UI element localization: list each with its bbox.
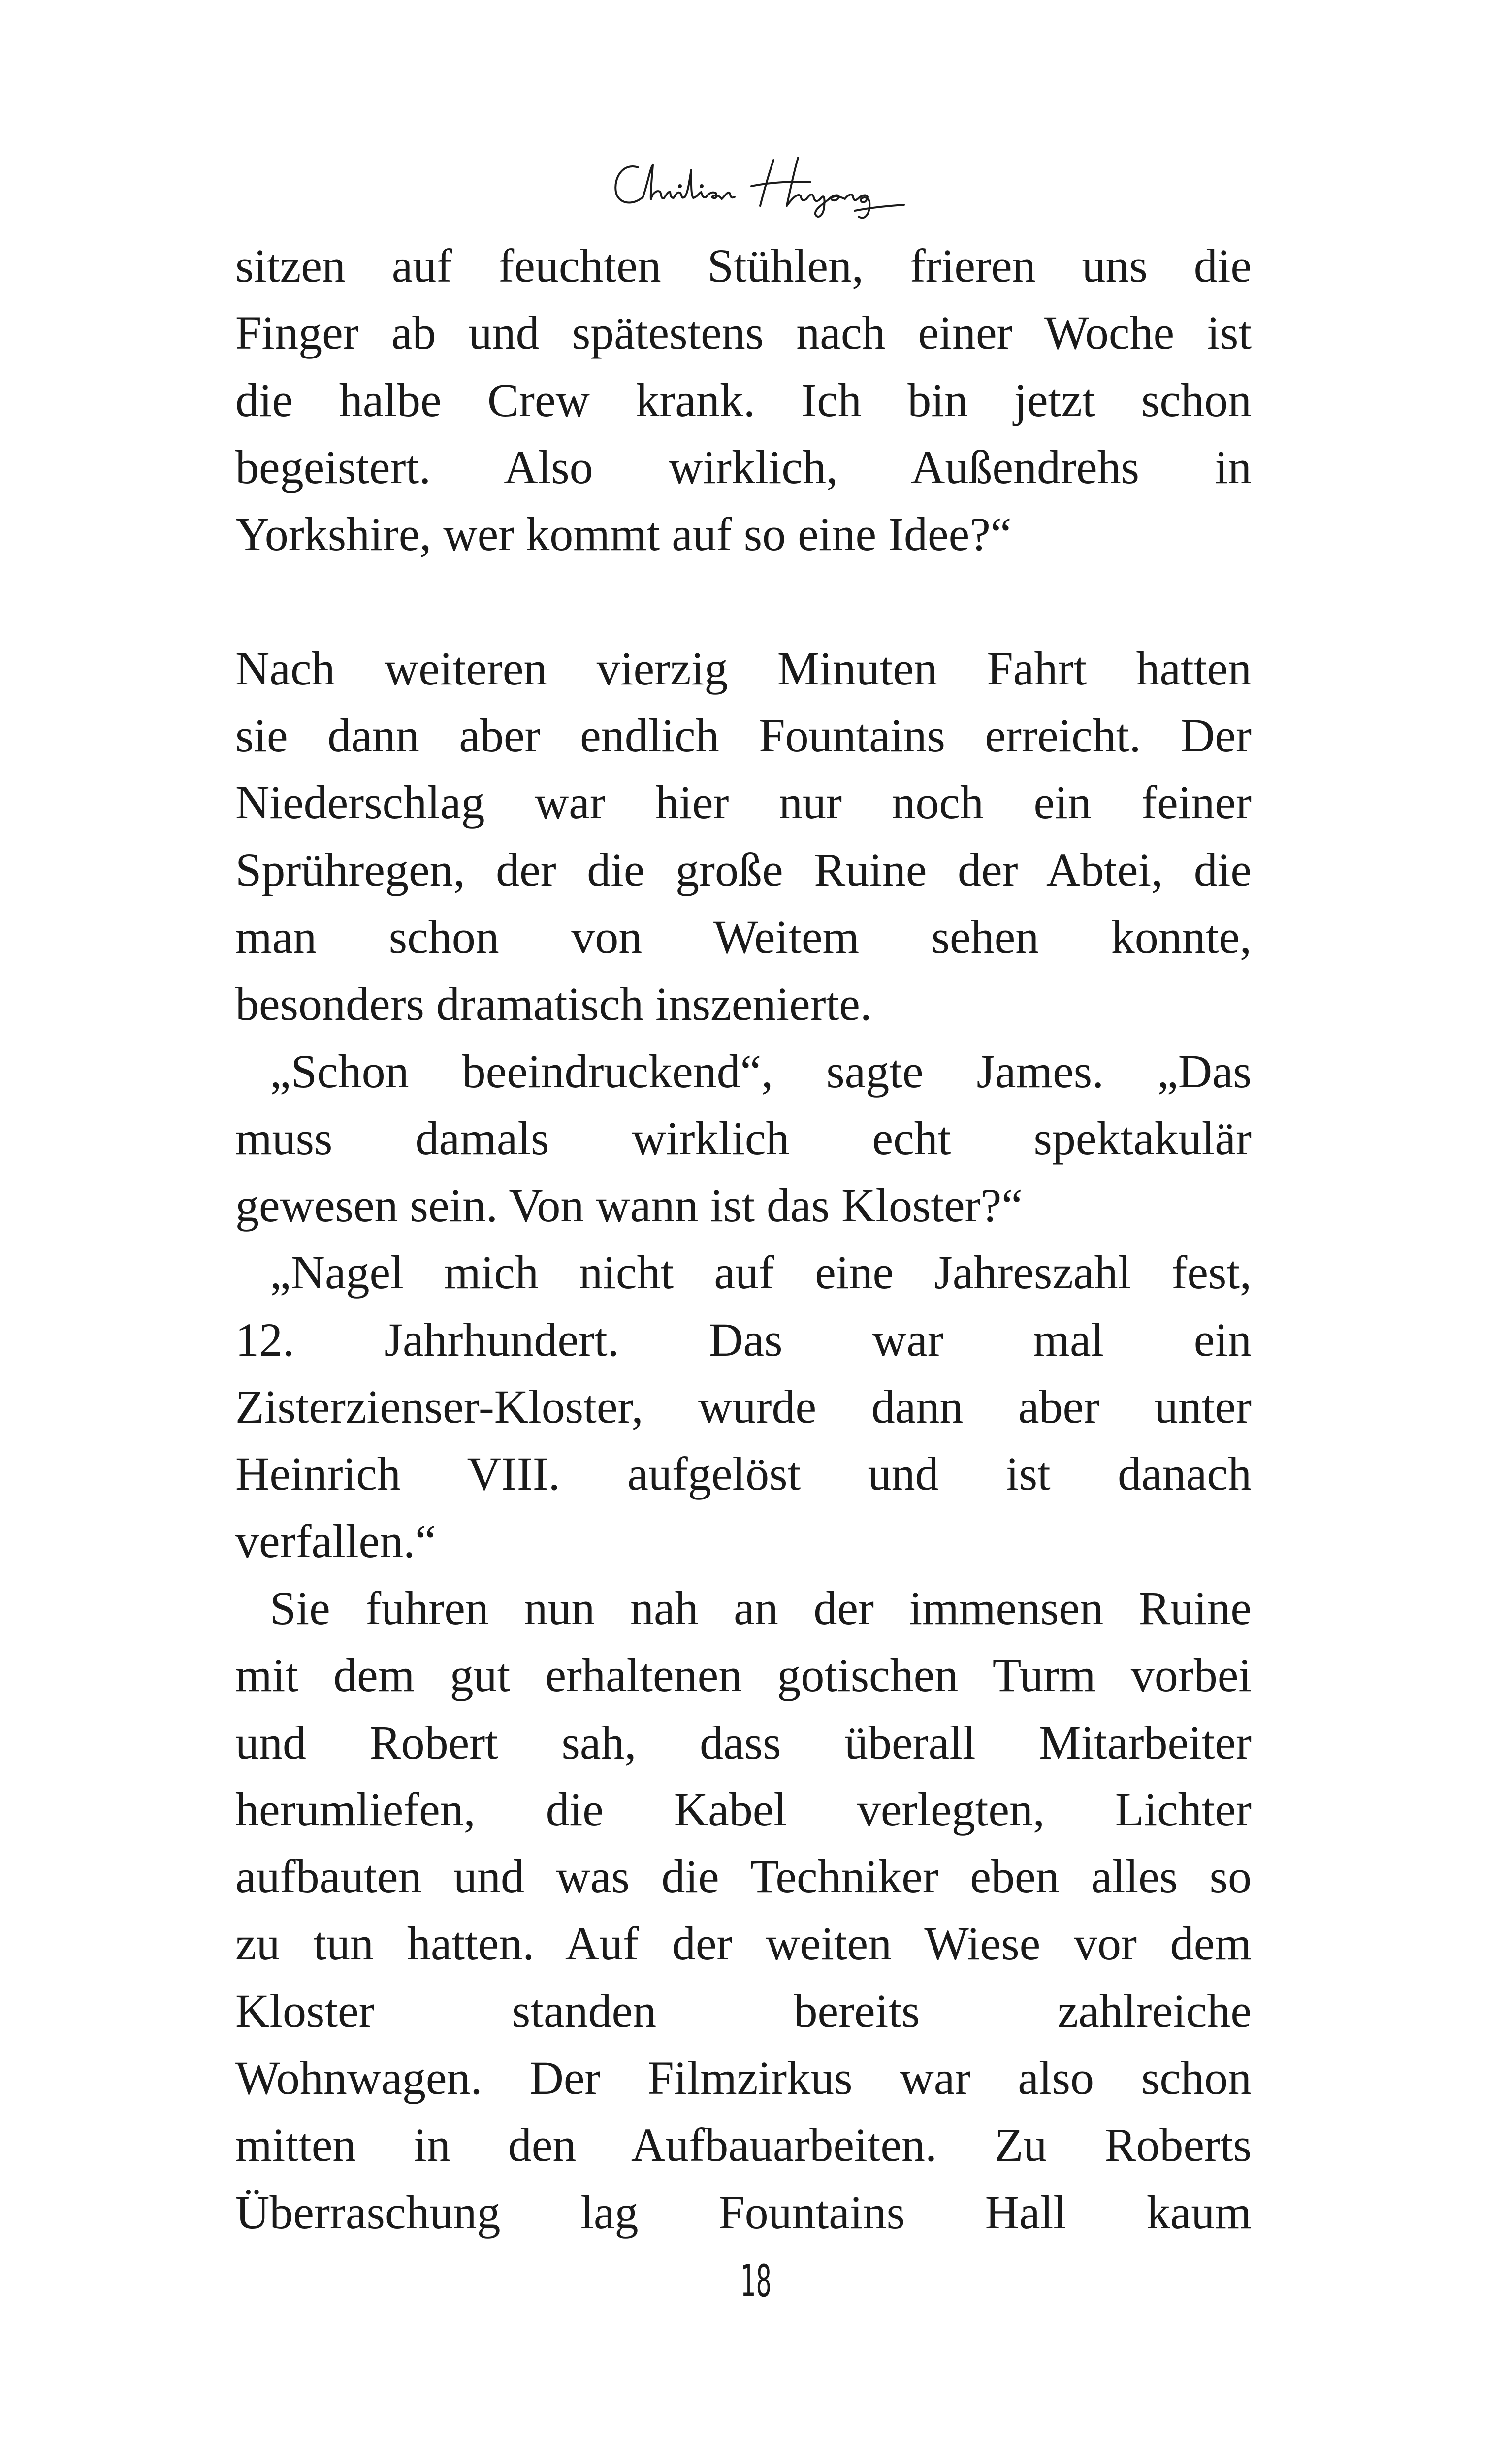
text-line: besonders dramatisch inszenierte.	[235, 977, 872, 1031]
text-line: aufbauten und was die Techniker eben alles so	[235, 1850, 1252, 1903]
text-line: sitzen auf feuchten Stühlen, frieren uns die	[235, 239, 1252, 292]
text-line: „Nagel mich nicht auf eine Jahreszahl fest,	[270, 1246, 1252, 1299]
text-line: Überraschung lag Fountains Hall kaum	[235, 2185, 1252, 2239]
author-signature-logo	[604, 148, 909, 222]
text-line: gewesen sein. Von wann ist das Kloster?“	[235, 1179, 1023, 1232]
text-line: man schon von Weitem sehen konnte,	[235, 910, 1252, 963]
text-line: muss damals wirklich echt spektakulär	[235, 1111, 1252, 1165]
text-line: Kloster standen bereits zahlreiche	[235, 1984, 1252, 2037]
text-line: herumliefen, die Kabel verlegten, Lichter	[235, 1783, 1252, 1836]
text-line: Wohnwagen. Der Filmzirkus war also schon	[235, 2052, 1252, 2105]
paragraph-gap	[235, 568, 1252, 635]
text-line: Finger ab und spätestens nach einer Woche ist	[235, 306, 1252, 359]
text-line: die halbe Crew krank. Ich bin jetzt schon	[235, 373, 1252, 426]
text-line: zu tun hatten. Auf der weiten Wiese vor dem	[235, 1917, 1252, 1970]
text-line: begeistert. Also wirklich, Außendrehs in	[235, 440, 1252, 493]
page-header	[0, 148, 1512, 224]
text-line: 12. Jahrhundert. Das war mal ein	[235, 1313, 1252, 1366]
text-line: Zisterzienser-Kloster, wurde dann aber unter	[235, 1380, 1252, 1433]
text-line: Sprühregen, der die große Ruine der Abtei, die	[235, 843, 1252, 896]
text-line: mit dem gut erhaltenen gotischen Turm vorbei	[235, 1649, 1252, 1702]
page-number: 18	[740, 2255, 772, 2307]
text-line: und Robert sah, dass überall Mitarbeiter	[235, 1716, 1252, 1769]
text-line: Yorkshire, wer kommt auf so eine Idee?“	[235, 508, 1012, 561]
text-line: Sie fuhren nun nah an der immensen Ruine	[270, 1581, 1252, 1634]
text-line: „Schon beeindruckend“, sagte James. „Das	[270, 1044, 1252, 1098]
text-line: sie dann aber endlich Fountains erreicht. Der	[235, 709, 1252, 762]
text-line: Nach weiteren vierzig Minuten Fahrt hatten	[235, 642, 1252, 695]
text-line: Heinrich VIII. aufgelöst und ist danach	[235, 1447, 1252, 1500]
text-line: Niederschlag war hier nur noch ein feiner	[235, 776, 1252, 829]
chapter-body	[235, 232, 1252, 2246]
text-line: mitten in den Aufbauarbeiten. Zu Roberts	[235, 2118, 1252, 2172]
text-line: verfallen.“	[235, 1514, 436, 1567]
